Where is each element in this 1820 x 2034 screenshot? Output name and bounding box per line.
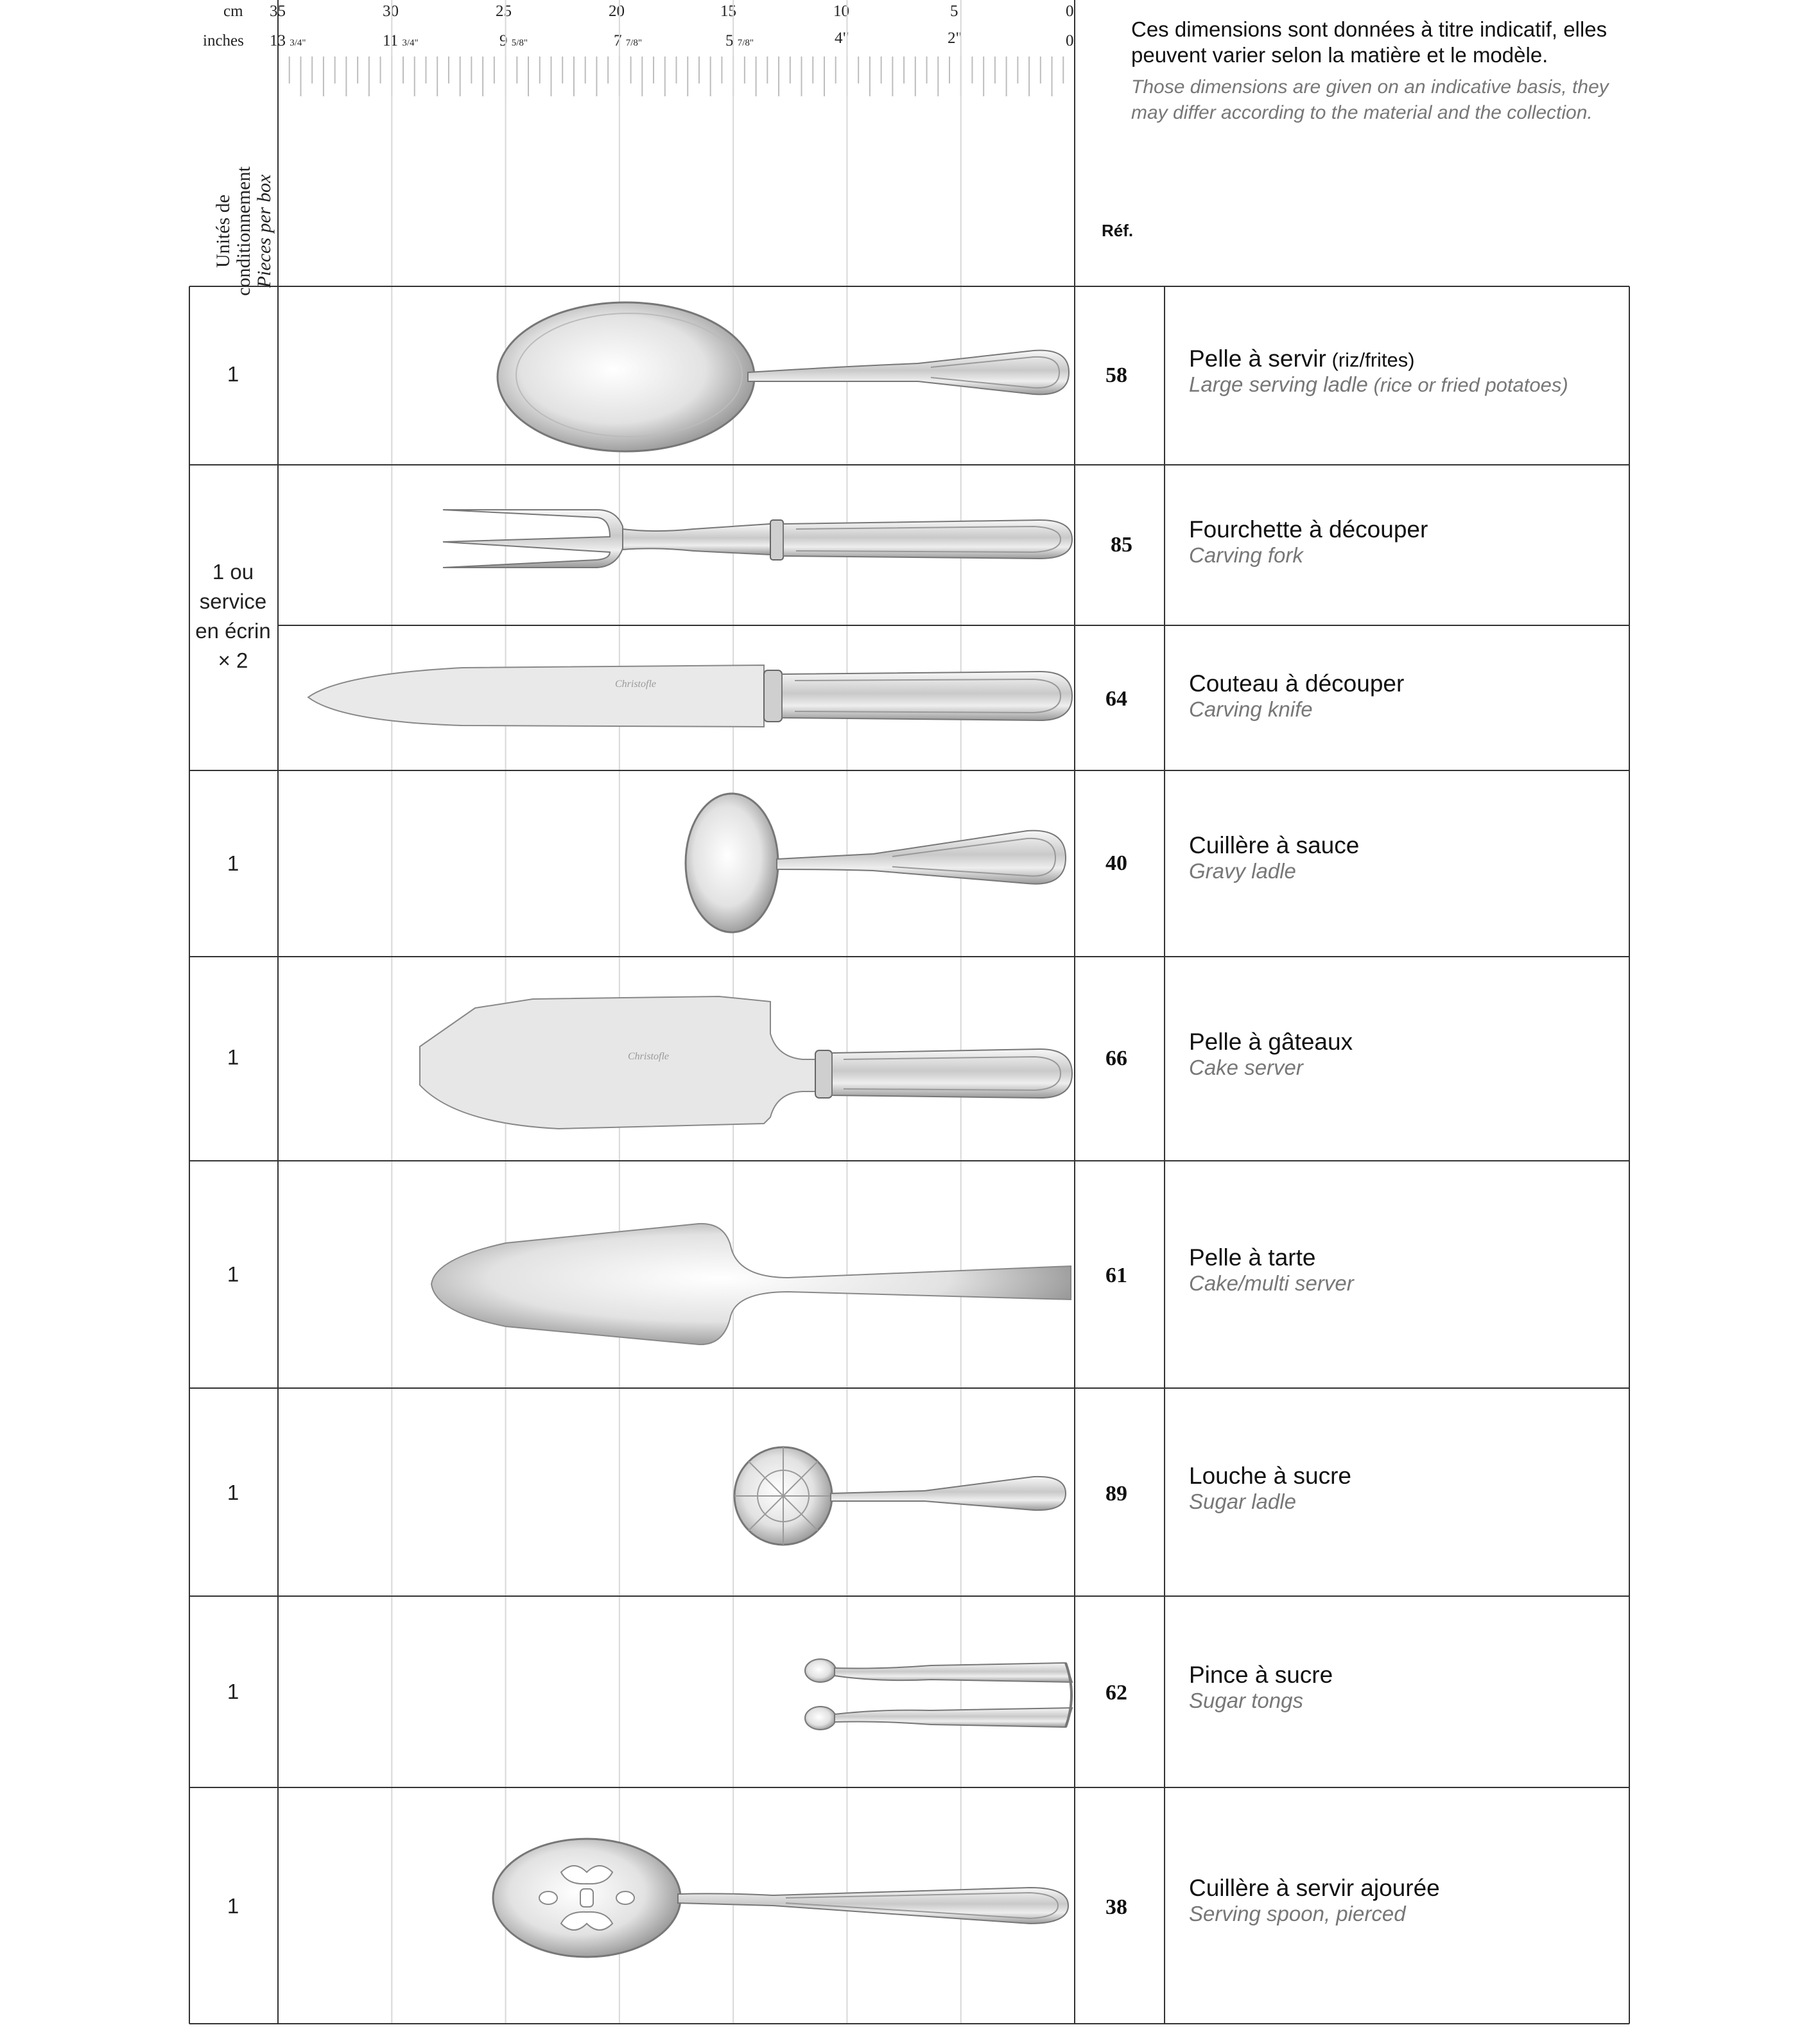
label-fr: Pelle à gâteaux: [1189, 1029, 1353, 1055]
row-units: 1: [227, 1481, 239, 1504]
row-units-pair: 1 ou service en écrin × 2: [195, 560, 271, 672]
row-ref: 64: [1105, 687, 1127, 711]
brand-engraving: Christofle: [627, 1051, 670, 1062]
pierced-serving-spoon-image: [490, 1834, 1079, 1962]
inch-tick: 4": [835, 30, 849, 47]
sugar-ladle-image: [732, 1438, 1079, 1554]
cm-tick: 25: [496, 3, 512, 20]
brand-engraving: Christofle: [614, 679, 657, 690]
gravy-ladle-image: [680, 787, 1079, 941]
row-ref: 38: [1105, 1895, 1127, 1919]
row-units: 1: [227, 1894, 239, 1918]
inch-tick: 2": [948, 30, 962, 47]
label-en: Serving spoon, pierced: [1189, 1902, 1406, 1925]
row-label: [1189, 832, 1359, 883]
row-units: 1: [227, 1262, 239, 1286]
cm-tick: 0: [1066, 3, 1074, 20]
row-ref: 61: [1105, 1264, 1127, 1287]
row-ref: 85: [1111, 533, 1132, 557]
label-en: Carving fork: [1189, 543, 1303, 567]
label-en: Carving knife: [1189, 697, 1313, 721]
row-label: [1189, 1875, 1440, 1926]
note-fr-line: Ces dimensions sont données à titre indicatif, elles: [1131, 17, 1608, 41]
row-label: [1189, 516, 1428, 568]
row-label: [1189, 670, 1404, 722]
pie-server-image: [429, 1220, 1079, 1348]
cm-label: cm: [223, 3, 243, 20]
label-fr: Couteau à découper: [1189, 670, 1405, 697]
ref-column-header: Réf.: [1102, 221, 1134, 240]
row-label: [1189, 345, 1568, 397]
note-fr-line: peuvent varier selon la matière et le modèle.: [1131, 43, 1548, 67]
inches-label: inches: [203, 32, 244, 49]
inch-tick: 13 3/4": [270, 32, 306, 49]
label-fr: Pince à sucre: [1189, 1662, 1333, 1688]
label-fr: Pelle à tarte: [1189, 1244, 1316, 1271]
label-fr: Louche à sucre: [1189, 1463, 1352, 1489]
units-header-en: Pieces per box: [254, 174, 275, 288]
note-en-line: may differ according to the material and the collection.: [1131, 102, 1593, 123]
row-label: [1189, 1244, 1354, 1296]
inch-tick: 7 7/8": [614, 32, 643, 49]
label-fr: Cuillère à servir ajourée: [1189, 1875, 1440, 1901]
row-ref: 66: [1105, 1047, 1127, 1070]
units-header-fr: Unités de conditionnement: [212, 166, 254, 296]
row-label: [1189, 1463, 1351, 1514]
label-fr: Pelle à servir (riz/frites): [1189, 345, 1415, 372]
row-units: 1: [227, 1045, 239, 1069]
label-en: Cake server: [1189, 1056, 1303, 1079]
label-en: Sugar ladle: [1189, 1490, 1296, 1513]
label-fr: Cuillère à sauce: [1189, 832, 1360, 858]
cake-server-image: [417, 995, 1079, 1136]
row-label: [1189, 1662, 1333, 1713]
row-ref: 89: [1105, 1482, 1127, 1506]
cm-tick: 20: [609, 3, 625, 20]
row-units: 1: [227, 1680, 239, 1703]
carving-knife-image: [302, 657, 1079, 734]
units-column-header: [189, 109, 299, 296]
inch-tick: 0: [1066, 32, 1074, 49]
row-ref: 58: [1105, 363, 1127, 387]
row-units: 1: [227, 362, 239, 386]
row-label: [1189, 1029, 1353, 1080]
label-en: Gravy ladle: [1189, 859, 1296, 883]
label-en: Large serving ladle (rice or fried potatoes): [1189, 372, 1568, 396]
label-en: Sugar tongs: [1189, 1689, 1303, 1712]
inch-tick: 11 3/4": [383, 32, 419, 49]
label-fr: Fourchette à découper: [1189, 516, 1428, 543]
inch-tick: 5 7/8": [725, 32, 754, 49]
cm-tick: 30: [383, 3, 399, 20]
cm-tick: 5: [950, 3, 958, 20]
cm-tick: 35: [270, 3, 286, 20]
note-en-line: Those dimensions are given on an indicative basis, they: [1131, 76, 1609, 98]
inch-tick: 9 5/8": [499, 32, 528, 49]
carving-fork-image: [437, 501, 1079, 578]
serving-ladle-image: [494, 297, 1079, 457]
cm-tick: 10: [833, 3, 849, 20]
row-ref: 40: [1105, 851, 1127, 875]
row-ref: 62: [1105, 1681, 1127, 1705]
cm-tick: 15: [720, 3, 736, 20]
label-en: Cake/multi server: [1189, 1271, 1354, 1295]
sugar-tongs-image: [802, 1656, 1079, 1734]
dimension-note: [1131, 17, 1619, 126]
row-units: 1: [227, 851, 239, 875]
